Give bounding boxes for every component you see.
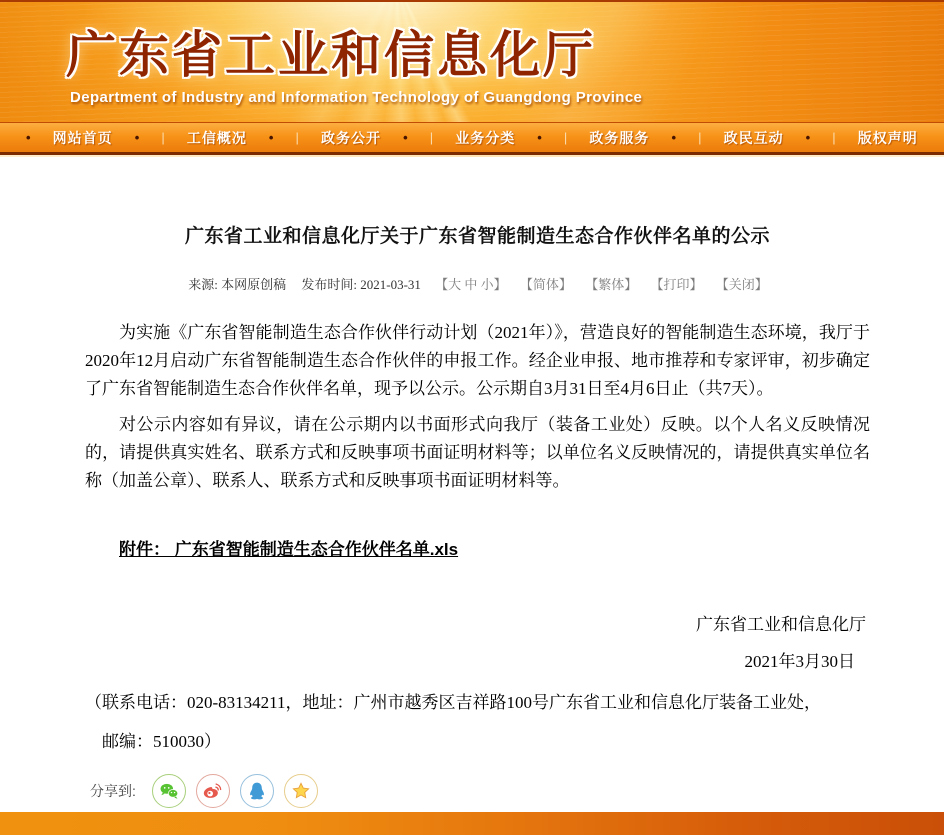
meta-publish-time: 发布时间: 2021-03-31 xyxy=(301,277,421,292)
paragraph-1: 为实施《广东省智能制造生态合作伙伴行动计划（2021年）》，营造良好的智能制造生态环境，我厅于2020年12月启动广东省智能制造生态合作伙伴的申报工作。经企业申报、地市推荐和专家评审，初步确定了广东省智能制造生态合作伙伴名单，现予以公示。公示期自3月31日至4月6日止（共7天）。 xyxy=(85,323,870,398)
nav-item-home[interactable]: 网站首页 xyxy=(52,129,113,146)
signature-date: 2021年3月30日 xyxy=(744,652,855,671)
nav-item-gov-disclosure[interactable]: 政务公开 xyxy=(321,129,382,146)
nav-item-interaction[interactable]: 政民互动 xyxy=(723,129,784,146)
site-subtitle-en: Department of Industry and Information Technology of Guangdong Province xyxy=(70,89,643,106)
wechat-icon xyxy=(158,780,180,802)
nav-dot: • xyxy=(403,130,408,145)
nav-separator: | xyxy=(429,130,434,145)
nav-item-business-category[interactable]: 业务分类 xyxy=(455,129,516,146)
footer-bar xyxy=(0,812,944,835)
nav-separator: | xyxy=(295,130,299,145)
article-body xyxy=(85,319,870,495)
nav-separator: | xyxy=(698,130,702,145)
nav-dot: • xyxy=(26,130,31,145)
font-size-control[interactable]: 【大 中 小】 xyxy=(435,277,507,292)
nav-dot: • xyxy=(671,130,677,145)
share-label: 分享到: xyxy=(90,783,136,799)
contact-line-1: （联系电话：020-83134211，地址：广州市越秀区吉祥路100号广东省工业和信息化厅装备工业处， xyxy=(85,693,822,712)
share-row xyxy=(85,774,870,808)
contact-line-2: 邮编：510030） xyxy=(102,732,221,751)
wechat-share-icon[interactable] xyxy=(152,774,186,808)
nav-dot: • xyxy=(268,130,274,145)
close-button[interactable]: 【关闭】 xyxy=(715,277,768,292)
attachment-link[interactable]: 附件： 广东省智能制造生态合作伙伴名单.xls xyxy=(119,540,459,559)
article-meta xyxy=(85,274,870,293)
signature: 广东省工业和信息化厅 xyxy=(696,615,866,634)
nav-item-copyright[interactable]: 版权声明 xyxy=(857,129,918,146)
meta-source: 来源: 本网原创稿 xyxy=(188,277,287,292)
favorite-share-icon[interactable] xyxy=(284,774,318,808)
nav-item-overview[interactable]: 工信概况 xyxy=(186,129,247,146)
nav-separator: | xyxy=(161,130,165,145)
weibo-share-icon[interactable] xyxy=(196,774,230,808)
nav-separator: | xyxy=(832,130,836,145)
paragraph-2: 对公示内容如有异议，请在公示期内以书面形式向我厅（装备工业处）反映。以个人名义反映情况的，请提供真实姓名、联系方式和反映事项书面证明材料等；以单位名义反映情况的，请提供真实单位名称（加盖公章）、联系人、联系方式和反映事项书面证明材料等。 xyxy=(85,415,870,490)
nav-dot: • xyxy=(134,130,140,145)
traditional-chinese-button[interactable]: 【繁体】 xyxy=(585,277,638,292)
print-button[interactable]: 【打印】 xyxy=(650,277,703,292)
article-content xyxy=(0,157,944,812)
attachment-row xyxy=(85,535,870,560)
nav-dot: • xyxy=(805,130,811,145)
weibo-icon xyxy=(202,780,224,802)
qq-icon xyxy=(246,780,268,802)
simplified-chinese-button[interactable]: 【简体】 xyxy=(519,277,572,292)
main-nav xyxy=(0,122,944,155)
banner-text-group xyxy=(66,28,642,106)
site-banner xyxy=(0,0,944,122)
qq-share-icon[interactable] xyxy=(240,774,274,808)
nav-dot: • xyxy=(537,130,542,145)
article-title: 广东省工业和信息化厅关于广东省智能制造生态合作伙伴名单的公示 xyxy=(184,226,770,247)
nav-item-gov-services[interactable]: 政务服务 xyxy=(589,129,650,146)
nav-separator: | xyxy=(563,130,568,145)
favorite-star-icon xyxy=(290,780,312,802)
site-title: 广东省工业和信息化厅 xyxy=(66,27,596,83)
